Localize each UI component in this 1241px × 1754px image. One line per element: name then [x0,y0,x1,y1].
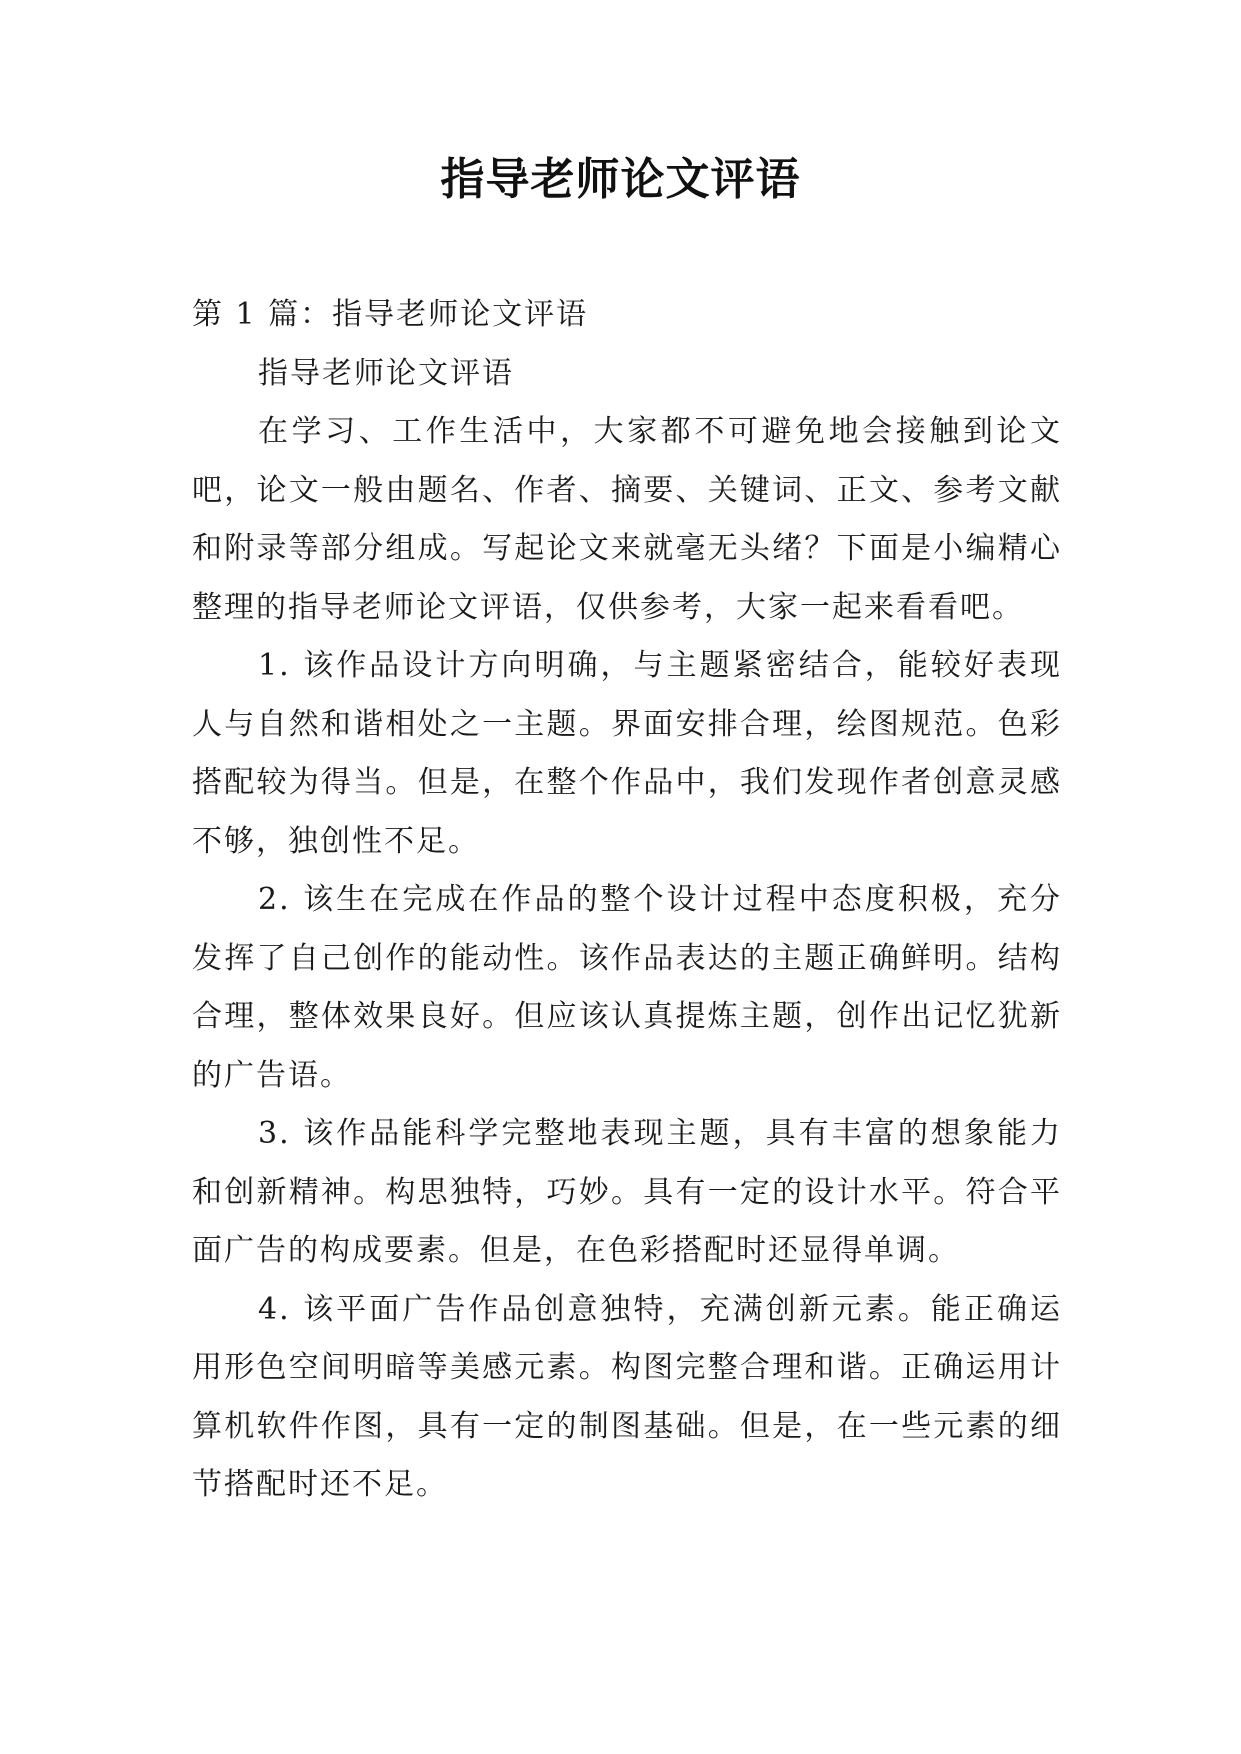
comment-paragraph-4: 4. 该平面广告作品创意独特，充满创新元素。能正确运用形色空间明暗等美感元素。构图完整合理和谐。正确运用计算机软件作图，具有一定的制图基础。但是，在一些元素的细节搭配时还不足。 [192,1291,1062,1502]
comment-paragraph-1: 1. 该作品设计方向明确，与主题紧密结合，能较好表现人与自然和谐相处之一主题。界面安排合理，绘图规范。色彩搭配较为得当。但是，在整个作品中，我们发现作者创意灵感不够，独创性不足。 [192,648,1062,859]
comment-paragraph-3: 3. 该作品能科学完整地表现主题，具有丰富的想象能力和创新精神。构思独特，巧妙。具有一定的设计水平。符合平面广告的构成要素。但是，在色彩搭配时还显得单调。 [192,1116,1062,1268]
document-title: 指导老师论文评语 [440,154,801,205]
document-body [192,286,1062,1515]
intro-paragraph: 在学习、工作生活中，大家都不可避免地会接触到论文吧，论文一般由题名、作者、摘要、关键词、正文、参考文献和附录等部分组成。写起论文来就毫无头绪？下面是小编精心整理的指导老师论文评语，仅供参考，大家一起来看看吧。 [192,414,1062,625]
section-heading: 第 1 篇：指导老师论文评语 [192,297,589,332]
comment-paragraph-2: 2. 该生在完成在作品的整个设计过程中态度积极，充分发挥了自己创作的能动性。该作品表达的主题正确鲜明。结构合理，整体效果良好。但应该认真提炼主题，创作出记忆犹新的广告语。 [192,882,1062,1093]
section-subtitle: 指导老师论文评语 [258,355,514,391]
